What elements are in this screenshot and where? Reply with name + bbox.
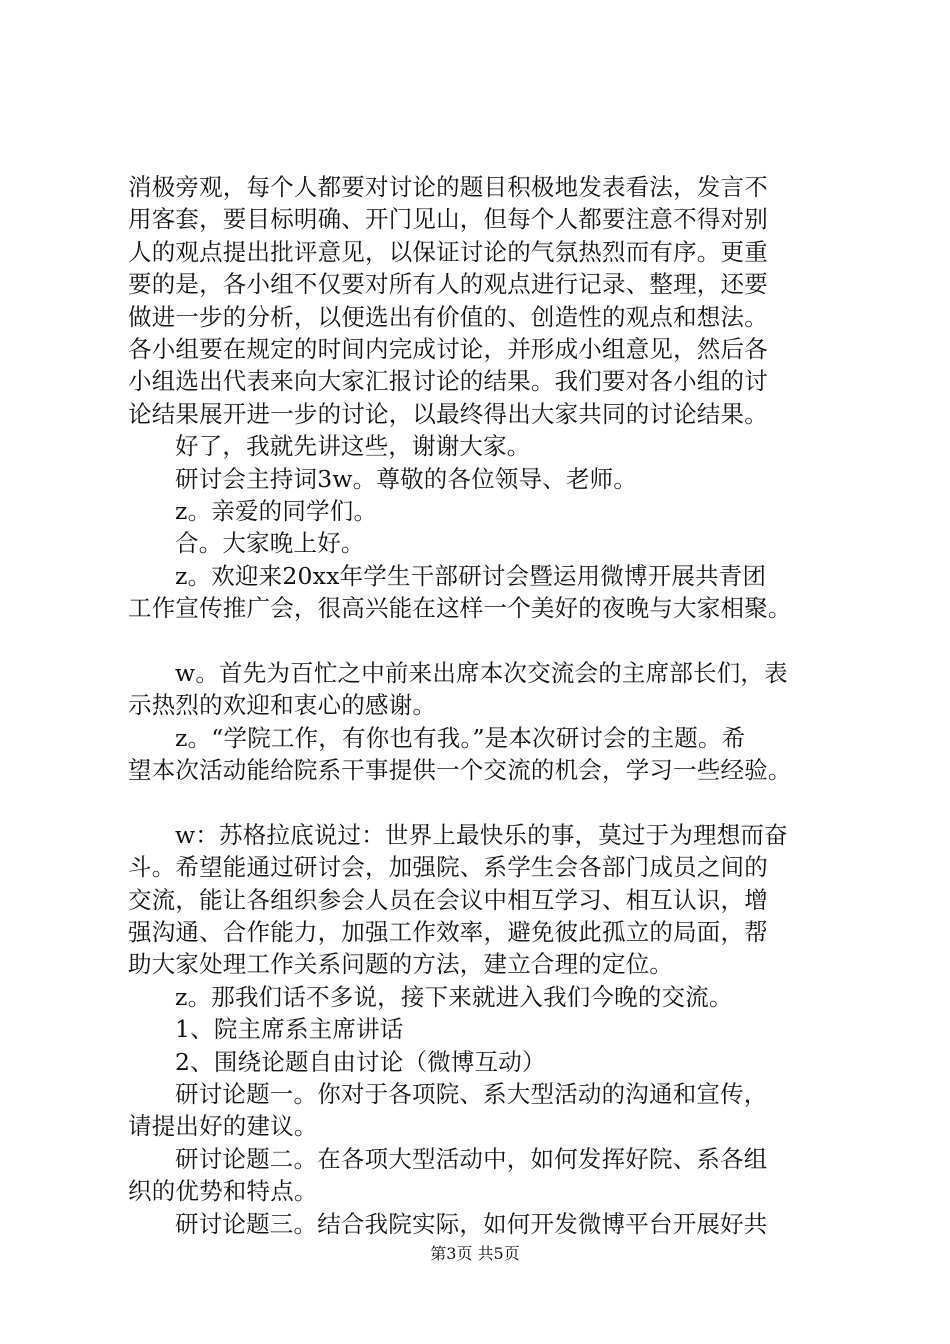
text-line: 要的是，各小组不仅要对所有人的观点进行记录、整理，还要 xyxy=(128,270,768,299)
text-line: z。那我们话不多说，接下来就进入我们今晚的交流。 xyxy=(175,982,733,1011)
text-line: 工作宣传推广会，很高兴能在这样一个美好的夜晚与大家相聚。 xyxy=(128,594,792,623)
text-line: z。亲爱的同学们。 xyxy=(175,496,378,525)
text-line: 消极旁观，每个人都要对讨论的题目积极地发表看法，发言不 xyxy=(128,173,768,201)
text-line: 研讨论题二。在各项大型活动中，如何发挥好院、系各组 xyxy=(175,1144,768,1173)
text-line: 合。大家晚上好。 xyxy=(175,529,365,558)
text-line: 示热烈的欢迎和衷心的感谢。 xyxy=(128,691,437,720)
text-line: 好了，我就先讲这些，谢谢大家。 xyxy=(175,432,531,461)
text-line: 研讨论题三。结合我院实际，如何开发微博平台开展好共 xyxy=(175,1209,768,1238)
text-line: 请提出好的建议。 xyxy=(128,1112,318,1141)
text-line: 斗。希望能通过研讨会，加强院、系学生会各部门成员之间的 xyxy=(128,853,768,882)
page-footer: 第3页 共5页 xyxy=(430,1244,520,1263)
text-line: 望本次活动能给院系干事提供一个交流的机会，学习一些经验。 xyxy=(128,756,792,785)
text-line: 小组选出代表来向大家汇报讨论的结果。我们要对各小组的讨 xyxy=(128,367,768,396)
text-line: 研讨会主持词3w。尊敬的各位领导、老师。 xyxy=(175,464,638,493)
text-line: 研讨论题一。你对于各项院、系大型活动的沟通和宣传， xyxy=(175,1079,768,1108)
text-line: w。首先为百忙之中前来出席本次交流会的主席部长们，表 xyxy=(175,658,788,687)
text-line: 强沟通、合作能力，加强工作效率，避免彼此孤立的局面，帮 xyxy=(128,917,768,946)
text-line: 助大家处理工作关系问题的方法，建立合理的定位。 xyxy=(128,950,674,979)
text-line: z。“学院工作，有你也有我。”是本次研讨会的主题。希 xyxy=(175,723,746,752)
text-line: 织的优势和特点。 xyxy=(128,1177,318,1206)
text-line: 人的观点提出批评意见，以保证讨论的气氛热烈而有序。更重 xyxy=(128,237,768,266)
text-line: z。欢迎来20xx年学生干部研讨会暨运用微博开展共青团 xyxy=(175,561,767,590)
text-line: 2、围绕论题自由讨论（微博互动） xyxy=(175,1047,546,1076)
text-line: 用客套，要目标明确、开门见山，但每个人都要注意不得对别 xyxy=(128,205,768,234)
blank-line xyxy=(128,624,840,656)
text-line: 论结果展开进一步的讨论，以最终得出大家共同的讨论结果。 xyxy=(128,399,768,428)
text-line: 1、院主席系主席讲话 xyxy=(175,1015,404,1044)
document-body xyxy=(128,171,840,1240)
text-line: 做进一步的分析，以便选出有价值的、创造性的观点和想法。 xyxy=(128,302,768,331)
text-line: w：苏格拉底说过：世界上最快乐的事，莫过于为理想而奋 xyxy=(175,820,788,849)
blank-line xyxy=(128,786,840,818)
text-line: 交流，能让各组织参会人员在会议中相互学习、相互认识，增 xyxy=(128,885,768,914)
text-line: 各小组要在规定的时间内完成讨论，并形成小组意见，然后各 xyxy=(128,334,768,363)
